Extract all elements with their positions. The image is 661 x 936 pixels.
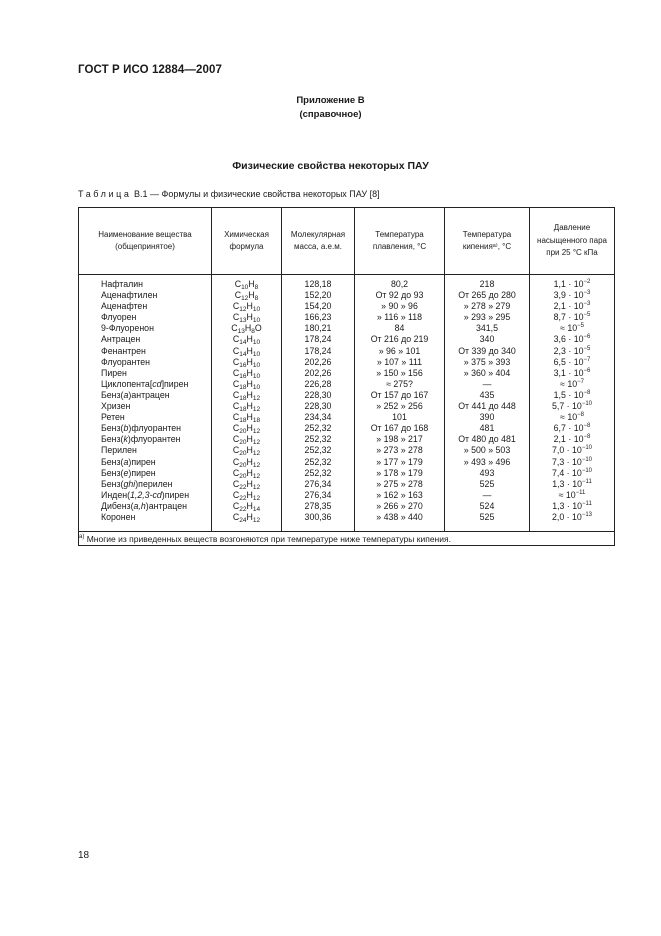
molecular-mass-cell: 178,24 — [282, 334, 355, 345]
table-row — [79, 357, 615, 368]
formula-cell: $C_{13}H_8O$ — [212, 323, 282, 334]
formula-cell: $C_{18}H_{18}$ — [212, 412, 282, 423]
table-row — [79, 423, 615, 434]
boiling-point-cell: 525 — [445, 479, 530, 490]
molecular-mass-cell: 300,36 — [282, 512, 355, 532]
vapor-pressure-cell: $6,5 \cdot 10^{-7}$ — [530, 357, 615, 368]
formula-cell: $C_{20}H_{12}$ — [212, 434, 282, 445]
boiling-point-cell: От 339 до 340 — [445, 346, 530, 357]
substance-name-cell: Коронен — [79, 512, 212, 532]
melting-point-cell: » 178 » 179 — [355, 468, 445, 479]
formula-cell: $C_{20}H_{12}$ — [212, 445, 282, 456]
substance-name-cell: Бенз(е)пирен — [79, 468, 212, 479]
molecular-mass-cell: 252,32 — [282, 468, 355, 479]
formula-cell: $C_{16}H_{10}$ — [212, 357, 282, 368]
molecular-mass-cell: 276,34 — [282, 490, 355, 501]
formula-cell: $C_{16}H_{10}$ — [212, 368, 282, 379]
melting-point-cell: » 150 » 156 — [355, 368, 445, 379]
melting-point-cell: » 198 » 217 — [355, 434, 445, 445]
melting-point-cell: » 177 » 179 — [355, 457, 445, 468]
vapor-pressure-cell: $2,3 \cdot 10^{-5}$ — [530, 346, 615, 357]
vapor-pressure-cell: $2,1 \cdot 10^{-3}$ — [530, 301, 615, 312]
formula-cell: $C_{24}H_{12}$ — [212, 512, 282, 532]
melting-point-cell: От 167 до 168 — [355, 423, 445, 434]
boiling-point-cell: 390 — [445, 412, 530, 423]
vapor-pressure-cell: $6,7 \cdot 10^{-8}$ — [530, 423, 615, 434]
substance-name-cell: Пирен — [79, 368, 212, 379]
vapor-pressure-cell: $7,0 \cdot 10^{-10}$ — [530, 445, 615, 456]
molecular-mass-cell: 276,34 — [282, 479, 355, 490]
vapor-pressure-cell: $7,4 \cdot 10^{-10}$ — [530, 468, 615, 479]
table-row — [79, 323, 615, 334]
molecular-mass-cell: 252,32 — [282, 423, 355, 434]
pah-properties-table — [78, 207, 615, 546]
boiling-point-cell: 435 — [445, 390, 530, 401]
melting-point-cell: » 107 » 111 — [355, 357, 445, 368]
vapor-pressure-cell: $3,6 \cdot 10^{-6}$ — [530, 334, 615, 345]
substance-name-cell: Бенз(а)пирен — [79, 457, 212, 468]
appendix-heading — [0, 94, 661, 122]
table-row — [79, 512, 615, 532]
vapor-pressure-cell: $1,1 \cdot 10^{-2}$ — [530, 275, 615, 291]
molecular-mass-cell: 154,20 — [282, 301, 355, 312]
boiling-point-cell: — — [445, 490, 530, 501]
vapor-pressure-cell: $1,5 \cdot 10^{-8}$ — [530, 390, 615, 401]
section-title: Физические свойства некоторых ПАУ — [232, 160, 429, 172]
boiling-point-cell: » 375 » 393 — [445, 357, 530, 368]
header-vapor-pressure: Давление насыщенного пара при 25 °С кПа — [530, 208, 615, 275]
boiling-point-cell: От 265 до 280 — [445, 290, 530, 301]
molecular-mass-cell: 228,30 — [282, 390, 355, 401]
molecular-mass-cell: 228,30 — [282, 401, 355, 412]
boiling-point-cell: 341,5 — [445, 323, 530, 334]
boiling-point-cell: — — [445, 379, 530, 390]
substance-name-cell: Флуорен — [79, 312, 212, 323]
melting-point-cell: » 90 » 96 — [355, 301, 445, 312]
footnote-mark: а) — [79, 534, 85, 541]
page-number: 18 — [78, 850, 90, 861]
substance-name-cell: Антрацен — [79, 334, 212, 345]
boiling-point-cell: От 441 до 448 — [445, 401, 530, 412]
header-substance-name: Наименование вещества (общепринятое) — [79, 208, 212, 275]
table-row — [79, 434, 615, 445]
molecular-mass-cell: 252,32 — [282, 445, 355, 456]
header-molecular-mass: Молекулярная масса, а.е.м. — [282, 208, 355, 275]
boiling-point-cell: » 360 » 404 — [445, 368, 530, 379]
document-code: ГОСТ Р ИСО 12884—2007 — [78, 64, 223, 76]
substance-name-cell: Бенз(а)антрацен — [79, 390, 212, 401]
boiling-point-cell: 525 — [445, 512, 530, 532]
molecular-mass-cell: 226,28 — [282, 379, 355, 390]
melting-point-cell: ≈ 275? — [355, 379, 445, 390]
molecular-mass-cell: 152,20 — [282, 290, 355, 301]
table-caption-label: Таблица — [78, 189, 132, 199]
table-row — [79, 346, 615, 357]
formula-cell: $C_{12}H_8$ — [212, 290, 282, 301]
header-boiling-point: Температура кипенияᵃ⁾, °С — [445, 208, 530, 275]
vapor-pressure-cell: $8,7 \cdot 10^{-5}$ — [530, 312, 615, 323]
molecular-mass-cell: 202,26 — [282, 368, 355, 379]
melting-point-cell: От 157 до 167 — [355, 390, 445, 401]
table-row — [79, 501, 615, 512]
formula-cell: $C_{12}H_{10}$ — [212, 301, 282, 312]
table-row — [79, 301, 615, 312]
vapor-pressure-cell: ≈ $10^{-7}$ — [530, 379, 615, 390]
substance-name-cell: Нафталин — [79, 275, 212, 291]
formula-cell: $C_{18}H_{12}$ — [212, 401, 282, 412]
melting-point-cell: » 162 » 163 — [355, 490, 445, 501]
table-row — [79, 479, 615, 490]
substance-name-cell: Фенантрен — [79, 346, 212, 357]
table-row — [79, 457, 615, 468]
molecular-mass-cell: 180,21 — [282, 323, 355, 334]
vapor-pressure-cell: ≈ $10^{-8}$ — [530, 412, 615, 423]
table-header-row — [79, 208, 615, 275]
boiling-point-cell: 340 — [445, 334, 530, 345]
vapor-pressure-cell: $2,0 \cdot 10^{-13}$ — [530, 512, 615, 532]
table-row — [79, 334, 615, 345]
substance-name-cell: Дибенз(а,h)антрацен — [79, 501, 212, 512]
vapor-pressure-cell: $2,1 \cdot 10^{-8}$ — [530, 434, 615, 445]
appendix-subtitle: (справочное) — [299, 109, 362, 120]
formula-cell: $C_{20}H_{12}$ — [212, 423, 282, 434]
formula-cell: $C_{22}H_{14}$ — [212, 501, 282, 512]
table-caption — [78, 189, 380, 199]
boiling-point-cell: 481 — [445, 423, 530, 434]
vapor-pressure-cell: $3,9 \cdot 10^{-3}$ — [530, 290, 615, 301]
boiling-point-cell: От 480 до 481 — [445, 434, 530, 445]
melting-point-cell: » 275 » 278 — [355, 479, 445, 490]
table-row — [79, 412, 615, 423]
substance-name-cell: Хризен — [79, 401, 212, 412]
boiling-point-cell: 524 — [445, 501, 530, 512]
formula-cell: $C_{14}H_{10}$ — [212, 334, 282, 345]
formula-cell: $C_{20}H_{12}$ — [212, 468, 282, 479]
vapor-pressure-cell: $3,1 \cdot 10^{-6}$ — [530, 368, 615, 379]
molecular-mass-cell: 234,34 — [282, 412, 355, 423]
molecular-mass-cell: 252,32 — [282, 434, 355, 445]
table-row — [79, 390, 615, 401]
vapor-pressure-cell: $1,3 \cdot 10^{-11}$ — [530, 501, 615, 512]
formula-cell: $C_{22}H_{12}$ — [212, 479, 282, 490]
substance-name-cell: Аценафтен — [79, 301, 212, 312]
header-formula: Химическая формула — [212, 208, 282, 275]
molecular-mass-cell: 178,24 — [282, 346, 355, 357]
vapor-pressure-cell: $5,7 \cdot 10^{-10}$ — [530, 401, 615, 412]
table-row — [79, 275, 615, 291]
substance-name-cell: Перилен — [79, 445, 212, 456]
boiling-point-cell: » 278 » 279 — [445, 301, 530, 312]
melting-point-cell: » 116 » 118 — [355, 312, 445, 323]
table-row — [79, 401, 615, 412]
vapor-pressure-cell: $7,3 \cdot 10^{-10}$ — [530, 457, 615, 468]
molecular-mass-cell: 166,23 — [282, 312, 355, 323]
melting-point-cell: 80,2 — [355, 275, 445, 291]
formula-cell: $C_{20}H_{12}$ — [212, 457, 282, 468]
appendix-title: Приложение В — [296, 95, 365, 106]
substance-name-cell: Флуорантен — [79, 357, 212, 368]
substance-name-cell: Бенз(b)флуорантен — [79, 423, 212, 434]
footnote-text: Многие из приведенных веществ возгоняются при температуре ниже температуры кипения. — [84, 533, 451, 544]
substance-name-cell: Бенз(ghi)перилен — [79, 479, 212, 490]
melting-point-cell: » 266 » 270 — [355, 501, 445, 512]
table-body — [79, 275, 615, 532]
melting-point-cell: 101 — [355, 412, 445, 423]
vapor-pressure-cell: ≈ $10^{-11}$ — [530, 490, 615, 501]
table-row — [79, 312, 615, 323]
table-row — [79, 368, 615, 379]
table-row — [79, 379, 615, 390]
table-caption-text: В.1 — Формулы и физические свойства некоторых ПАУ [8] — [131, 189, 380, 199]
table-row — [79, 445, 615, 456]
boiling-point-cell: » 493 » 496 — [445, 457, 530, 468]
molecular-mass-cell: 278,35 — [282, 501, 355, 512]
melting-point-cell: » 438 » 440 — [355, 512, 445, 532]
substance-name-cell: Ретен — [79, 412, 212, 423]
formula-cell: $C_{22}H_{12}$ — [212, 490, 282, 501]
formula-cell: $C_{18}H_{10}$ — [212, 379, 282, 390]
table-row — [79, 468, 615, 479]
table-row — [79, 290, 615, 301]
formula-cell: $C_{14}H_{10}$ — [212, 346, 282, 357]
substance-name-cell: Инден(1,2,3-cd)пирен — [79, 490, 212, 501]
formula-cell: $C_{13}H_{10}$ — [212, 312, 282, 323]
vapor-pressure-cell: ≈ $10^{-5}$ — [530, 323, 615, 334]
vapor-pressure-cell: $1,3 \cdot 10^{-11}$ — [530, 479, 615, 490]
boiling-point-cell: » 500 » 503 — [445, 445, 530, 456]
molecular-mass-cell: 202,26 — [282, 357, 355, 368]
substance-name-cell: Аценафтилен — [79, 290, 212, 301]
molecular-mass-cell: 252,32 — [282, 457, 355, 468]
formula-cell: $C_{10}H_8$ — [212, 275, 282, 291]
substance-name-cell: Циклопента[cd]пирен — [79, 379, 212, 390]
melting-point-cell: » 273 » 278 — [355, 445, 445, 456]
melting-point-cell: От 216 до 219 — [355, 334, 445, 345]
table-footnote — [79, 532, 615, 546]
substance-name-cell: 9-Флуоренон — [79, 323, 212, 334]
boiling-point-cell: » 293 » 295 — [445, 312, 530, 323]
boiling-point-cell: 218 — [445, 275, 530, 291]
table-row — [79, 490, 615, 501]
melting-point-cell: » 252 » 256 — [355, 401, 445, 412]
boiling-point-cell: 493 — [445, 468, 530, 479]
table-footnote-row — [79, 532, 615, 546]
formula-cell: $C_{18}H_{12}$ — [212, 390, 282, 401]
header-melting-point: Температура плавления, °С — [355, 208, 445, 275]
melting-point-cell: » 96 » 101 — [355, 346, 445, 357]
substance-name-cell: Бенз(k)флуорантен — [79, 434, 212, 445]
molecular-mass-cell: 128,18 — [282, 275, 355, 291]
melting-point-cell: 84 — [355, 323, 445, 334]
melting-point-cell: От 92 до 93 — [355, 290, 445, 301]
